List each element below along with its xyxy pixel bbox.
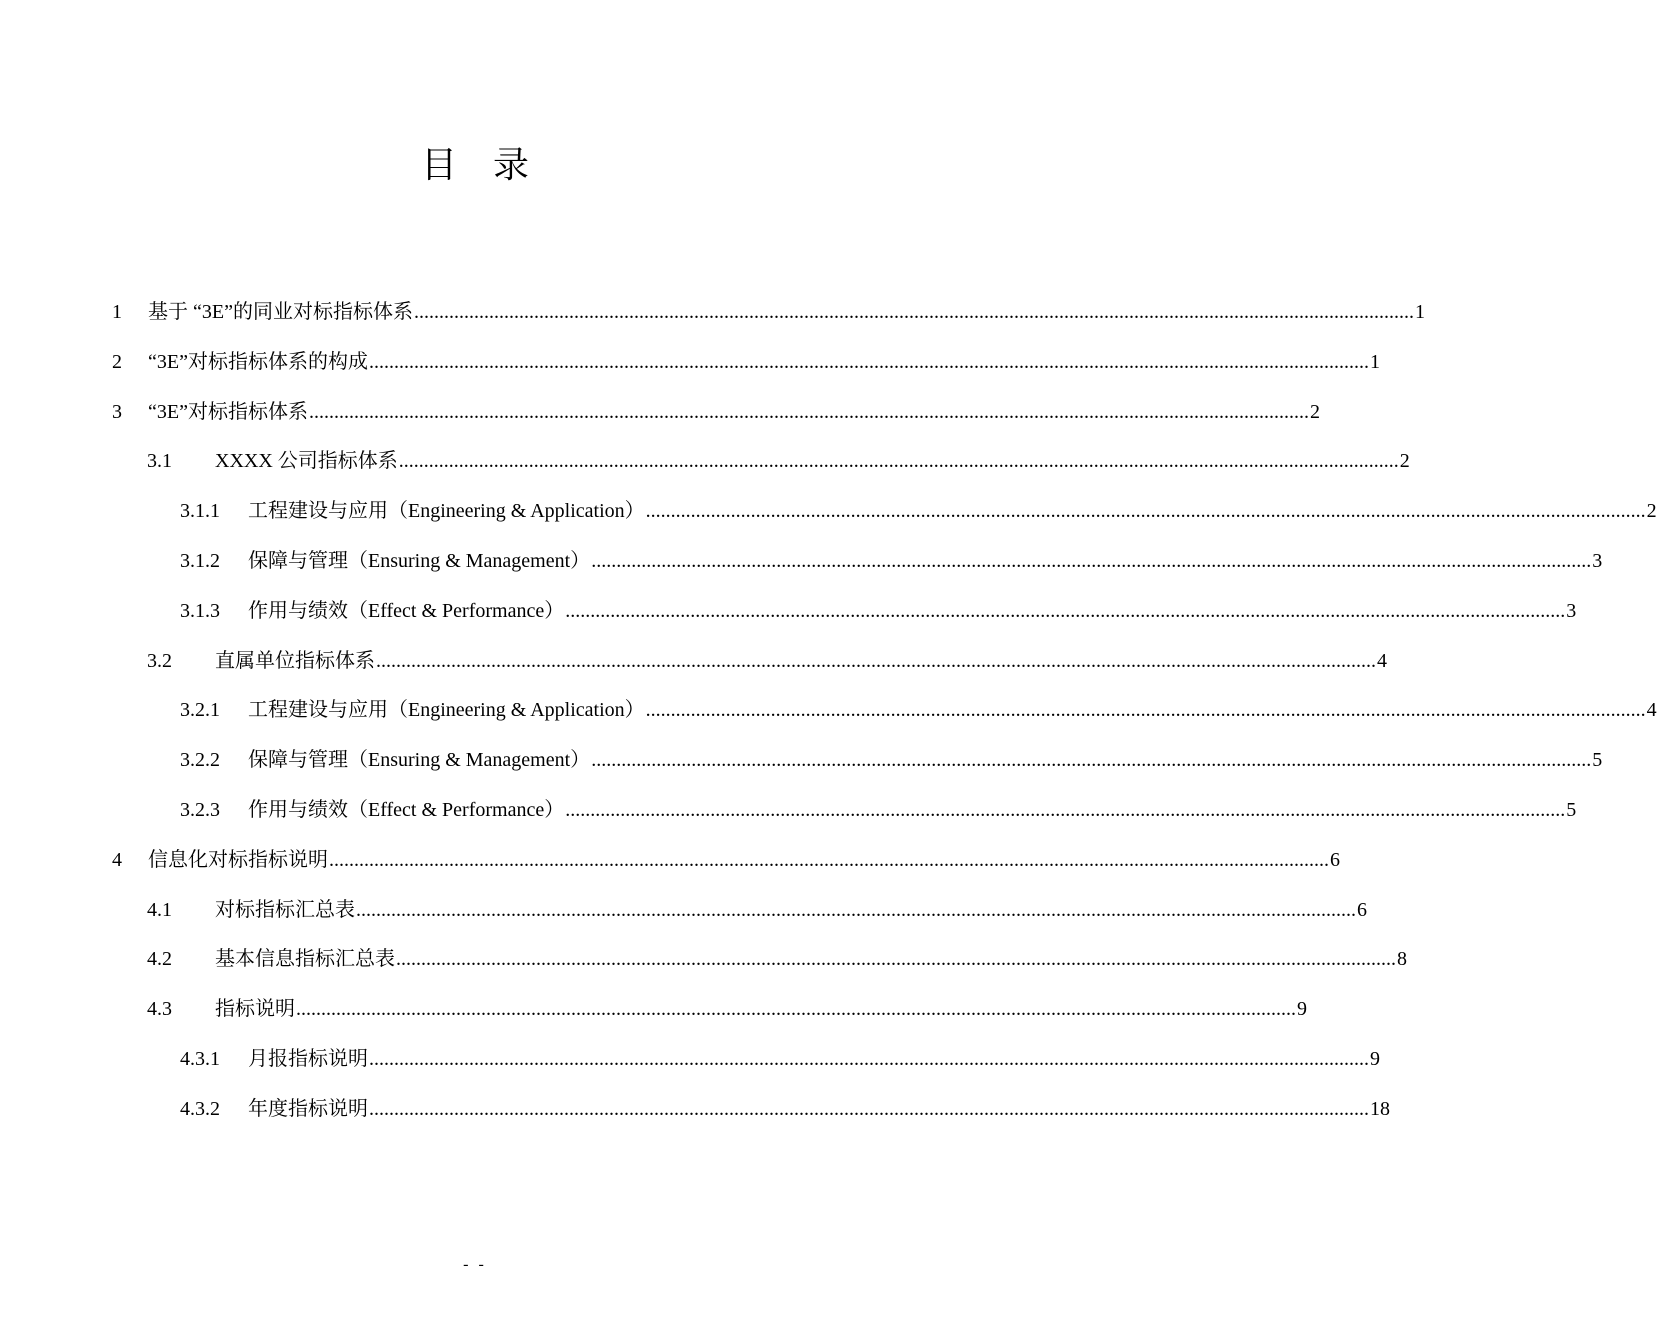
toc-entry-number: 4 [112,849,122,871]
toc-entry-page-number: 9 [1297,998,1307,1020]
toc-entry-title: 保障与管理（Ensuring & Management） [248,550,591,572]
toc-entry-number: 3.1 [147,450,172,472]
toc-leader-dots: ........................................................................................................................................................................................................ [565,799,1566,821]
toc-entry-number: 3.2.1 [180,699,220,721]
toc-leader-dots: ........................................................................................................................................................................................................ [329,849,1329,871]
toc-entry[interactable] [180,547,1603,575]
toc-entry-title: 月报指标说明 [248,1048,368,1070]
toc-entry-page-number: 1 [1369,351,1380,373]
toc-entry-number: 2 [112,351,122,373]
toc-entry[interactable] [112,846,1340,874]
toc-entry-page-number: 18 [1370,1098,1390,1120]
toc-entry-page-number: 6 [1357,899,1367,921]
toc-leader-dots: ........................................................................................................................................................................................................ [376,650,1376,672]
toc-leader-dots: ........................................................................................................................................................................................................ [398,450,1399,472]
toc-entry-page-number: 1 [1414,301,1425,323]
toc-entry-title: XXXX 公司指标体系 [215,450,398,472]
toc-entry[interactable] [180,497,1657,525]
toc-entry[interactable] [180,597,1577,625]
toc-entry-title: 工程建设与应用（Engineering & Application） [248,500,645,522]
toc-entry-page-number: 3 [1592,550,1603,572]
toc-leader-dots: ........................................................................................................................................................................................................ [396,948,1396,970]
toc-entry-number: 3.2.3 [180,799,220,821]
toc-entry-title: 基于 “3E”的同业对标指标体系 [148,301,413,323]
toc-entry-number: 3.1.1 [180,500,220,522]
toc-entry[interactable] [147,647,1387,675]
toc-leader-dots: ........................................................................................................................................................................................................ [591,749,1592,771]
toc-entry-page-number: 5 [1592,749,1603,771]
toc-entry[interactable] [112,298,1425,326]
toc-leader-dots: ........................................................................................................................................................................................................ [645,500,1646,522]
toc-leader-dots: ........................................................................................................................................................................................................ [296,998,1296,1020]
toc-entry[interactable] [180,1095,1390,1123]
toc-leader-dots: ........................................................................................................................................................................................................ [368,351,1369,373]
toc-entry-number: 3 [112,401,122,423]
toc-entry[interactable] [180,796,1577,824]
toc-entry-page-number: 2 [1399,450,1410,472]
toc-entry-page-number: 8 [1397,948,1407,970]
toc-entry-page-number: 4 [1377,650,1387,672]
toc-entry-number: 4.2 [147,948,172,970]
toc-entry-title: 工程建设与应用（Engineering & Application） [248,699,645,721]
toc-entry-title: 指标说明 [215,998,295,1020]
toc-leader-dots: ........................................................................................................................................................................................................ [356,899,1356,921]
toc-entry-title: 对标指标汇总表 [215,899,355,921]
toc-entry-title: 保障与管理（Ensuring & Management） [248,749,591,771]
toc-entry-page-number: 4 [1646,699,1657,721]
toc-entry[interactable] [180,696,1657,724]
toc-entry-title: “3E”对标指标体系 [148,401,308,423]
toc-entry-title: 直属单位指标体系 [215,650,375,672]
toc-entry-title: “3E”对标指标体系的构成 [148,351,368,373]
toc-leader-dots: ........................................................................................................................................................................................................ [308,401,1309,423]
toc-entry-page-number: 9 [1370,1048,1380,1070]
toc-entry[interactable] [147,945,1407,973]
toc-leader-dots: ........................................................................................................................................................................................................ [591,550,1592,572]
toc-leader-dots: ........................................................................................................................................................................................................ [645,699,1646,721]
toc-leader-dots: ........................................................................................................................................................................................................ [413,301,1414,323]
page-footer: - - [463,1256,487,1273]
toc-entry-page-number: 3 [1566,600,1577,622]
toc-entry-number: 4.3.1 [180,1048,220,1070]
toc-entry-title: 作用与绩效（Effect & Performance） [248,799,565,821]
toc-entry-title: 作用与绩效（Effect & Performance） [248,600,565,622]
toc-entry-number: 3.2 [147,650,172,672]
toc-entry[interactable] [147,447,1410,475]
toc-entry[interactable] [112,398,1320,426]
toc-entry-number: 3.1.2 [180,550,220,572]
toc-entry-title: 基本信息指标汇总表 [215,948,395,970]
toc-leader-dots: ........................................................................................................................................................................................................ [565,600,1566,622]
toc-entry-title: 信息化对标指标说明 [148,849,328,871]
toc-entry[interactable] [180,1045,1380,1073]
toc-leader-dots: ........................................................................................................................................................................................................ [369,1048,1369,1070]
toc-entry[interactable] [180,746,1603,774]
toc-entry-page-number: 2 [1309,401,1320,423]
toc-entry-page-number: 2 [1646,500,1657,522]
toc-entry-number: 3.2.2 [180,749,220,771]
toc-entry[interactable] [147,896,1367,924]
toc-entry[interactable] [147,995,1307,1023]
toc-entry-number: 1 [112,301,122,323]
toc-entry-number: 4.1 [147,899,172,921]
toc-entry-number: 4.3 [147,998,172,1020]
page-title: 目 录 [420,145,529,185]
toc-entry-title: 年度指标说明 [248,1098,368,1120]
toc-leader-dots: ........................................................................................................................................................................................................ [369,1098,1369,1120]
toc-entry[interactable] [112,348,1380,376]
toc-entry-page-number: 5 [1566,799,1577,821]
toc-entry-number: 4.3.2 [180,1098,220,1120]
toc-entry-page-number: 6 [1330,849,1340,871]
toc-entry-number: 3.1.3 [180,600,220,622]
